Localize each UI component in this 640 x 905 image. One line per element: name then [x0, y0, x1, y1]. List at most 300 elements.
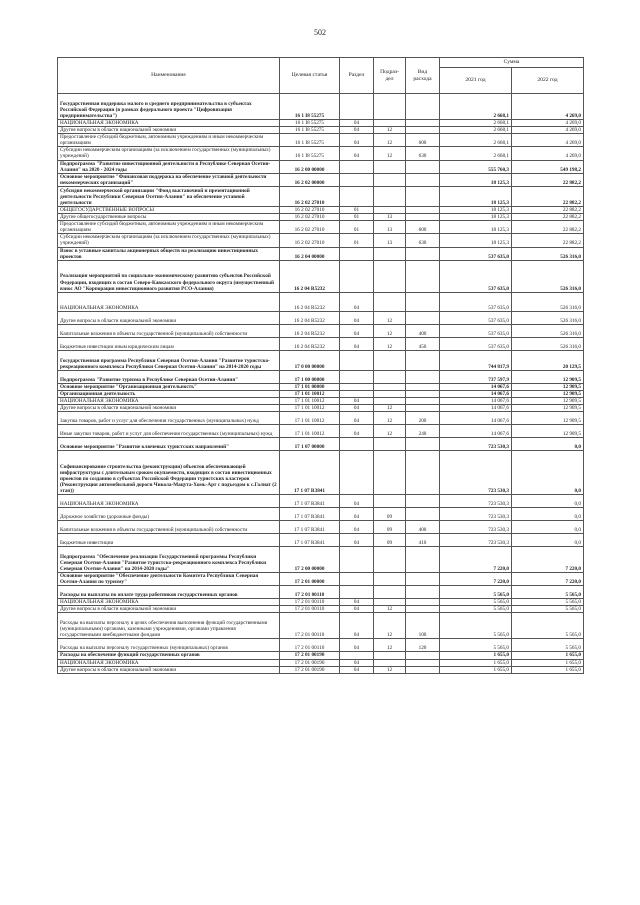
row-exp-type	[406, 573, 440, 586]
page-number: 502	[314, 28, 326, 37]
row-name: Капитальные вложения в объекты государственной (муниципальной) собственности	[58, 324, 280, 337]
row-sum-2021: 14 067,6	[440, 425, 512, 438]
row-subsection	[374, 652, 406, 659]
row-code: 17 2 01 00000	[280, 573, 340, 586]
row-name: НАЦИОНАЛЬНАЯ ЭКОНОМИКА	[58, 495, 280, 508]
row-sum-2022: 12 909,5	[512, 404, 584, 411]
row-exp-type	[406, 606, 440, 613]
row-sum-2021: 537 635,0	[440, 292, 512, 311]
row-sum-2021: 14 067,6	[440, 383, 512, 390]
row-sum-2021: 737 597,9	[440, 370, 512, 383]
table-row	[58, 383, 584, 390]
row-section: 04	[340, 324, 374, 337]
row-section: 04	[340, 613, 374, 639]
row-sum-2021: 723 530,3	[440, 495, 512, 508]
table-row	[58, 350, 584, 370]
row-code: 17 2 01 00110	[280, 613, 340, 639]
row-code: 17 1 07 R3841	[280, 508, 340, 521]
row-exp-type	[406, 370, 440, 383]
row-subsection: 12	[374, 337, 406, 350]
row-code: 16 1 I8 55275	[280, 134, 340, 147]
row-subsection	[374, 547, 406, 573]
table-row	[58, 292, 584, 311]
row-exp-type	[406, 404, 440, 411]
row-sum-2021: 537 635,0	[440, 247, 512, 260]
row-code: 17 1 01 00000	[280, 383, 340, 390]
row-name: Государственная программа Республики Северная Осетия-Алания "Развитие туристско-рекреационного комплекса Республики Северная Осетия-Алания" на 2014-2020 годы	[58, 350, 280, 370]
row-name: Бюджетные инвестиции	[58, 534, 280, 547]
row-subsection: 13	[374, 234, 406, 247]
row-exp-type	[406, 350, 440, 370]
row-sum-2022: 4 269,0	[512, 120, 584, 127]
row-sum-2022: 526 316,0	[512, 260, 584, 292]
table-row	[58, 173, 584, 186]
row-sum-2021: 723 530,3	[440, 521, 512, 534]
row-name: НАЦИОНАЛЬНАЯ ЭКОНОМИКА	[58, 120, 280, 127]
row-sum-2021: 744 817,9	[440, 350, 512, 370]
row-exp-type	[406, 547, 440, 573]
row-name: Подпрограмма "Обеспечение реализации Государственной программы Республики Северная Осетия-Алания "Развитие туристско-рекреационного комплекса Республики Северная Осетия-Алания" на 2014-2020 годы"	[58, 547, 280, 573]
row-section	[340, 547, 374, 573]
row-code: 16 2 04 R5232	[280, 292, 340, 311]
row-code: 17 2 01 00190	[280, 652, 340, 659]
row-code: 17 1 01 10012	[280, 397, 340, 404]
header-year-2021: 2021 год	[440, 68, 512, 94]
row-name: Реализация мероприятий по социально-экономическому развитию субъектов Российской Федерации, входящих в состав Северо-Кавказского федерального округа (имущественный взнос АО "Корпорация инвестиционного развития РСО-Алания)	[58, 260, 280, 292]
row-subsection	[374, 573, 406, 586]
row-exp-type	[406, 260, 440, 292]
row-sum-2021: 5 565,0	[440, 606, 512, 613]
row-exp-type	[406, 160, 440, 173]
row-code: 16 1 I8 55275	[280, 94, 340, 120]
row-name: Государственная поддержка малого и среднего предпринимательства в субъектах Российской Федерации (в рамках федерального проекта "Цифровизация предпринимательства")	[58, 94, 280, 120]
row-exp-type: 600	[406, 134, 440, 147]
row-code: 16 2 02 27010	[280, 234, 340, 247]
row-sum-2021: 14 067,6	[440, 397, 512, 404]
row-sum-2022: 22 882,2	[512, 221, 584, 234]
row-sum-2021: 18 125,3	[440, 214, 512, 221]
row-section: 01	[340, 206, 374, 213]
row-exp-type: 120	[406, 639, 440, 652]
row-sum-2022: 0,0	[512, 451, 584, 495]
table-row	[58, 120, 584, 127]
row-code: 16 2 04 R5232	[280, 311, 340, 324]
row-code: 17 2 01 00110	[280, 586, 340, 599]
row-subsection: 09	[374, 534, 406, 547]
row-name: Расходы на обеспечение функций государственных органов	[58, 652, 280, 659]
row-code: 17 1 07 00000	[280, 438, 340, 451]
row-sum-2022: 12 909,5	[512, 383, 584, 390]
row-code: 16 2 04 00000	[280, 247, 340, 260]
table-row	[58, 547, 584, 573]
table-row	[58, 214, 584, 221]
row-subsection	[374, 383, 406, 390]
row-code: 17 2 01 00110	[280, 599, 340, 606]
row-sum-2021: 5 565,0	[440, 613, 512, 639]
row-subsection	[374, 495, 406, 508]
table-row	[58, 247, 584, 260]
row-code: 17 1 00 00000	[280, 370, 340, 383]
row-sum-2022: 22 882,2	[512, 186, 584, 206]
row-subsection	[374, 160, 406, 173]
row-section: 04	[340, 134, 374, 147]
row-name: НАЦИОНАЛЬНАЯ ЭКОНОМИКА	[58, 292, 280, 311]
row-subsection	[374, 186, 406, 206]
row-sum-2022: 5 565,0	[512, 586, 584, 599]
row-subsection	[374, 390, 406, 397]
row-sum-2022: 12 909,5	[512, 425, 584, 438]
table-row	[58, 666, 584, 673]
row-sum-2022: 5 565,0	[512, 606, 584, 613]
table-row	[58, 324, 584, 337]
row-code: 16 2 02 00000	[280, 173, 340, 186]
row-subsection	[374, 292, 406, 311]
row-sum-2021: 18 125,3	[440, 234, 512, 247]
row-name: Другие вопросы в области национальной экономики	[58, 311, 280, 324]
row-section	[340, 383, 374, 390]
row-sum-2022: 4 269,0	[512, 127, 584, 134]
table-row	[58, 412, 584, 425]
row-sum-2022: 0,0	[512, 438, 584, 451]
row-name: Подпрограмма "Развитие туризма в Республике Северная Осетия-Алания"	[58, 370, 280, 383]
row-exp-type	[406, 311, 440, 324]
row-subsection: 12	[374, 147, 406, 160]
row-sum-2022: 549 198,2	[512, 160, 584, 173]
row-subsection	[374, 94, 406, 120]
row-sum-2022: 22 882,2	[512, 173, 584, 186]
row-section	[340, 451, 374, 495]
row-sum-2021: 1 655,0	[440, 666, 512, 673]
row-exp-type: 410	[406, 534, 440, 547]
row-section	[340, 438, 374, 451]
row-name: Основное мероприятие "Организационная деятельность"	[58, 383, 280, 390]
row-subsection	[374, 397, 406, 404]
row-section	[340, 173, 374, 186]
row-name: Иные закупки товаров, работ и услуг для обеспечения государственных (муниципальных) нужд	[58, 425, 280, 438]
row-code: 16 2 02 27010	[280, 206, 340, 213]
row-subsection: 12	[374, 613, 406, 639]
row-section: 04	[340, 120, 374, 127]
row-sum-2022: 5 565,0	[512, 613, 584, 639]
row-subsection	[374, 438, 406, 451]
row-exp-type	[406, 206, 440, 213]
table-row	[58, 147, 584, 160]
row-name: Дорожное хозяйство (дорожные фонды)	[58, 508, 280, 521]
row-sum-2022: 20 129,5	[512, 350, 584, 370]
row-sum-2022: 7 220,0	[512, 573, 584, 586]
row-sum-2022: 0,0	[512, 495, 584, 508]
row-section: 01	[340, 221, 374, 234]
row-exp-type	[406, 397, 440, 404]
row-code: 17 2 01 00110	[280, 606, 340, 613]
table-row	[58, 404, 584, 411]
row-name: Расходы на выплаты по оплате труда работников государственных органов	[58, 586, 280, 599]
header-code: Целевая статья	[280, 58, 340, 94]
row-subsection: 09	[374, 521, 406, 534]
row-sum-2022: 1 655,0	[512, 666, 584, 673]
table-row	[58, 573, 584, 586]
header-section: Раздел	[340, 58, 374, 94]
row-sum-2021: 2 668,1	[440, 94, 512, 120]
row-exp-type: 630	[406, 147, 440, 160]
row-sum-2022: 4 269,0	[512, 94, 584, 120]
row-section	[340, 370, 374, 383]
row-sum-2022: 4 269,0	[512, 134, 584, 147]
row-section	[340, 260, 374, 292]
row-name: Закупка товаров, работ и услуг для обеспечения государственных (муниципальных) нужд	[58, 412, 280, 425]
row-sum-2021: 723 530,3	[440, 438, 512, 451]
row-sum-2021: 723 530,3	[440, 451, 512, 495]
row-section	[340, 94, 374, 120]
table-row	[58, 606, 584, 613]
table-row	[58, 425, 584, 438]
row-section: 04	[340, 508, 374, 521]
row-section: 04	[340, 425, 374, 438]
row-sum-2021: 537 635,0	[440, 311, 512, 324]
row-section: 04	[340, 127, 374, 134]
row-name: Другие общегосударственные вопросы	[58, 214, 280, 221]
table-row	[58, 451, 584, 495]
row-sum-2021: 18 125,3	[440, 186, 512, 206]
row-exp-type	[406, 652, 440, 659]
row-name: Основное мероприятие "Обеспечение деятельности Комитета Республики Северная Осетия-Алания по туризму"	[58, 573, 280, 586]
row-section: 04	[340, 292, 374, 311]
table-row	[58, 337, 584, 350]
row-section: 04	[340, 606, 374, 613]
row-section: 04	[340, 397, 374, 404]
row-sum-2021: 1 655,0	[440, 652, 512, 659]
row-section	[340, 652, 374, 659]
header-exp-type: Вид расхода	[406, 58, 440, 94]
row-exp-type	[406, 120, 440, 127]
row-sum-2021: 2 668,1	[440, 134, 512, 147]
row-name: Другие вопросы в области национальной экономики	[58, 404, 280, 411]
row-sum-2021: 14 067,6	[440, 412, 512, 425]
row-sum-2021: 5 565,0	[440, 599, 512, 606]
row-exp-type	[406, 659, 440, 666]
row-exp-type: 200	[406, 412, 440, 425]
row-section: 04	[340, 404, 374, 411]
row-sum-2021: 2 668,1	[440, 127, 512, 134]
row-subsection	[374, 451, 406, 495]
table-row	[58, 260, 584, 292]
row-exp-type	[406, 94, 440, 120]
row-name: Предоставление субсидий бюджетным, автономным учреждениям и иным некоммерческим организациям	[58, 134, 280, 147]
row-name: Другие вопросы в области национальной экономики	[58, 666, 280, 673]
row-subsection	[374, 206, 406, 213]
row-code: 16 2 02 27010	[280, 221, 340, 234]
table-row	[58, 390, 584, 397]
row-name: Софинансирование строительства (реконструкции) объектов обеспечивающей инфраструктуры с длительным сроком окупаемости, входящих в состав инвестиционных проектов по созданию в субъектах Российской Федерации туристских кластеров (Реконструкция автомобильной дороги Чикола-Мацута-Хомь-Арт с подъездом к с.Галиат (2 этап))	[58, 451, 280, 495]
row-sum-2021: 723 530,3	[440, 508, 512, 521]
row-sum-2022: 5 565,0	[512, 599, 584, 606]
header-year-2022: 2022 год	[512, 68, 584, 94]
row-section: 04	[340, 521, 374, 534]
row-subsection: 12	[374, 311, 406, 324]
row-sum-2021: 5 565,0	[440, 639, 512, 652]
header-name: Наименование	[58, 58, 280, 94]
header-sum: Сумма	[440, 58, 584, 68]
row-name: НАЦИОНАЛЬНАЯ ЭКОНОМИКА	[58, 397, 280, 404]
row-sum-2021: 18 125,3	[440, 206, 512, 213]
row-section: 04	[340, 311, 374, 324]
row-sum-2021: 1 655,0	[440, 659, 512, 666]
row-sum-2022: 1 655,0	[512, 652, 584, 659]
table-row	[58, 495, 584, 508]
table-row	[58, 639, 584, 652]
row-subsection	[374, 120, 406, 127]
row-name: Расходы на выплаты персоналу в целях обеспечения выполнения функций государственными (муниципальными) органами, казенными учреждениями, органами управления государственными внебюджетными фондами	[58, 613, 280, 639]
table-row	[58, 234, 584, 247]
row-exp-type	[406, 127, 440, 134]
row-exp-type: 630	[406, 234, 440, 247]
row-section	[340, 350, 374, 370]
row-exp-type	[406, 214, 440, 221]
row-sum-2022: 12 909,5	[512, 390, 584, 397]
row-subsection	[374, 173, 406, 186]
row-name: НАЦИОНАЛЬНАЯ ЭКОНОМИКА	[58, 599, 280, 606]
table-row	[58, 186, 584, 206]
row-section: 04	[340, 412, 374, 425]
row-exp-type	[406, 495, 440, 508]
row-name: Капитальные вложения в объекты государственной (муниципальной) собственности	[58, 521, 280, 534]
row-subsection: 13	[374, 221, 406, 234]
row-exp-type	[406, 247, 440, 260]
row-code: 17 2 01 00110	[280, 639, 340, 652]
row-exp-type: 100	[406, 613, 440, 639]
row-section: 01	[340, 234, 374, 247]
row-name: Субсидии некоммерческим организациям (за исключением государственных (муниципальных) учреждений)	[58, 234, 280, 247]
row-sum-2022: 526 316,0	[512, 292, 584, 311]
row-section: 04	[340, 599, 374, 606]
row-code: 16 1 I8 55275	[280, 120, 340, 127]
row-exp-type: 400	[406, 521, 440, 534]
table-body	[58, 94, 584, 674]
row-name: Основное мероприятие "Финансовая поддержка на обеспечение уставной деятельности некоммерческих организаций"	[58, 173, 280, 186]
row-sum-2021: 14 067,6	[440, 390, 512, 397]
row-name: НАЦИОНАЛЬНАЯ ЭКОНОМИКА	[58, 659, 280, 666]
row-sum-2022: 22 882,2	[512, 234, 584, 247]
table-row	[58, 160, 584, 173]
table-row	[58, 311, 584, 324]
row-section	[340, 247, 374, 260]
row-sum-2022: 22 882,2	[512, 206, 584, 213]
row-exp-type	[406, 383, 440, 390]
row-subsection: 13	[374, 214, 406, 221]
row-name: Предоставление субсидий бюджетным, автономным учреждениям и иным некоммерческим организациям	[58, 221, 280, 234]
table-row	[58, 438, 584, 451]
row-subsection	[374, 659, 406, 666]
table-row	[58, 94, 584, 120]
row-subsection: 12	[374, 606, 406, 613]
row-name: Субсидии некоммерческим организациям (за исключением государственных (муниципальных) учреждений)	[58, 147, 280, 160]
row-sum-2021: 555 760,3	[440, 160, 512, 173]
row-exp-type: 400	[406, 324, 440, 337]
row-name: Организационная деятельность	[58, 390, 280, 397]
row-code: 16 2 00 00000	[280, 160, 340, 173]
row-code: 17 1 07 R3841	[280, 534, 340, 547]
budget-table	[57, 57, 584, 674]
table-row	[58, 221, 584, 234]
row-sum-2021: 2 668,1	[440, 147, 512, 160]
row-sum-2021: 5 565,0	[440, 586, 512, 599]
row-section	[340, 573, 374, 586]
row-subsection: 09	[374, 508, 406, 521]
row-subsection: 12	[374, 127, 406, 134]
row-subsection: 12	[374, 666, 406, 673]
table-row	[58, 127, 584, 134]
row-code: 17 1 07 R3841	[280, 495, 340, 508]
table-row	[58, 206, 584, 213]
row-exp-type	[406, 438, 440, 451]
row-name: Субсидия некоммерческой организации "Фонд выставочной и презентационной деятельности Республики Северная Осетия-Алания" на обеспечение уставной деятельности	[58, 186, 280, 206]
row-code: 17 2 01 00190	[280, 666, 340, 673]
row-name: Расходы на выплаты персоналу государственных (муниципальных) органов	[58, 639, 280, 652]
row-code: 16 2 04 R5232	[280, 337, 340, 350]
table-row	[58, 613, 584, 639]
row-name: Другие вопросы в области национальной экономики	[58, 127, 280, 134]
row-sum-2022: 1 655,0	[512, 659, 584, 666]
table-row	[58, 659, 584, 666]
row-sum-2022: 0,0	[512, 508, 584, 521]
row-exp-type	[406, 508, 440, 521]
row-sum-2022: 526 316,0	[512, 324, 584, 337]
row-code: 16 2 04 R5232	[280, 260, 340, 292]
row-section	[340, 390, 374, 397]
row-exp-type	[406, 586, 440, 599]
row-subsection: 12	[374, 324, 406, 337]
table-row	[58, 508, 584, 521]
row-code: 16 2 02 27010	[280, 214, 340, 221]
row-sum-2022: 12 909,5	[512, 370, 584, 383]
row-sum-2021: 7 220,0	[440, 547, 512, 573]
row-sum-2022: 0,0	[512, 521, 584, 534]
row-code: 17 1 07 R3841	[280, 521, 340, 534]
row-sum-2021: 537 635,0	[440, 324, 512, 337]
row-subsection	[374, 260, 406, 292]
row-sum-2021: 537 635,0	[440, 337, 512, 350]
row-exp-type: 600	[406, 221, 440, 234]
row-section: 04	[340, 666, 374, 673]
row-sum-2021: 723 530,3	[440, 534, 512, 547]
row-exp-type	[406, 390, 440, 397]
row-section: 04	[340, 639, 374, 652]
row-code: 17 1 01 10012	[280, 425, 340, 438]
row-code: 17 2 00 00000	[280, 547, 340, 573]
row-section	[340, 160, 374, 173]
row-name: Другие вопросы в области национальной экономики	[58, 606, 280, 613]
table-row	[58, 652, 584, 659]
row-section: 04	[340, 659, 374, 666]
row-exp-type	[406, 186, 440, 206]
row-section: 04	[340, 337, 374, 350]
row-name: Основное мероприятие "Развитие ключевых туристских направлений"	[58, 438, 280, 451]
row-exp-type	[406, 451, 440, 495]
row-sum-2022: 12 909,5	[512, 412, 584, 425]
row-section	[340, 586, 374, 599]
row-code: 16 2 04 R5232	[280, 324, 340, 337]
row-name: Подпрограмма "Развитие инвестиционной деятельности в Республике Северная Осетия-Алания" на 2020 - 2024 годы	[58, 160, 280, 173]
table-row	[58, 534, 584, 547]
row-sum-2022: 5 565,0	[512, 639, 584, 652]
row-sum-2022: 0,0	[512, 534, 584, 547]
row-subsection: 12	[374, 134, 406, 147]
row-sum-2022: 526 316,0	[512, 311, 584, 324]
row-code: 17 1 07 R3841	[280, 451, 340, 495]
table-row	[58, 134, 584, 147]
row-code: 16 1 I8 55275	[280, 127, 340, 134]
row-sum-2022: 12 909,5	[512, 397, 584, 404]
